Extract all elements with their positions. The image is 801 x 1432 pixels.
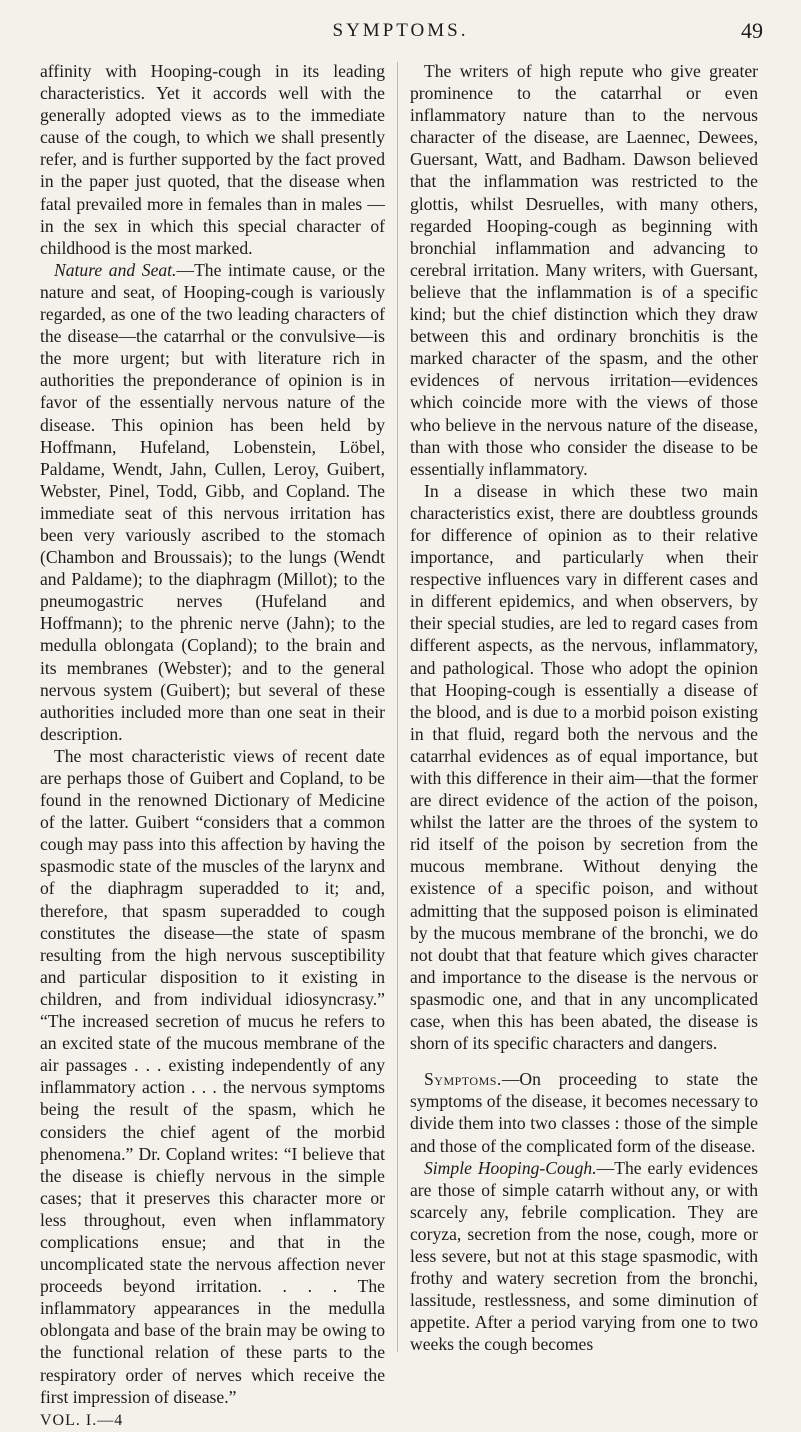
paragraph <box>410 1157 758 1356</box>
right-column <box>410 60 758 1355</box>
paragraph: The writers of high repute who give greater prominence to the catarrhal or even inflammatory nature than to the nervous character of the disease, are Laennec, Dewees, Guersant, Watt, and Badham. Dawson believed that the inflammation was restricted to the glottis, whilst Desruelles, with many others, regarded Hooping-cough as beginning with bronchial inflammation and advancing to cerebral irritation. Many writers, with Guersant, believe that the inflammation is of a specific kind; but the chief distinction which they draw between this and ordinary bronchitis is the marked character of the spasm, and the other evidences of nervous irritation—evidences which coincide more with the views of those who believe in the nervous nature of the disease, than with those who consider the disease to be essentially inflammatory. <box>410 61 758 479</box>
paragraph-text: —The intimate cause, or the nature and seat, of Hooping-cough is variously regarded, as one of the two leading characters of the disease—the catarrhal or the convulsive—is the more urgent; but with literature rich in authorities the preponderance of opinion is in favor of the essentially nervous nature of the disease. This opinion has been held by Hoffmann, Hufeland, Lobenstein, Löbel, Paldame, Wendt, Jahn, Cullen, Leroy, Guibert, Webster, Pinel, Todd, Gibb, and Copland. The immediate seat of this nervous irritation has been very variously ascribed to the stomach (Chambon and Broussais); to the lungs (Wendt and Paldame); to the diaphragm (Millot); to the pneumogastric nerves (Hufeland and Hoffmann); to the phrenic nerve (Jahn); to the medulla oblongata (Copland); to the brain and its membranes (Webster); and to the general nervous system (Guibert); but several of these authorities included more than one seat in their description. <box>40 259 385 744</box>
signature-mark: VOL. I.—4 <box>40 1411 124 1429</box>
column-divider <box>397 62 398 1352</box>
paragraph: affinity with Hooping-cough in its leading characteristics. Yet it accords well with the generally adopted views as to the immediate cause of the cough, to which we shall presently refer, and is further supported by the fact proved in the paper just quoted, that the disease when fatal prevailed more in females than in males —in the sex in which this special character of childhood is the most marked. <box>40 61 385 258</box>
paragraph: The most characteristic views of recent date are perhaps those of Guibert and Copland, to be found in the renowned Dictionary of Medicine of the latter. Guibert “considers that a common cough may pass into this affection by having the spasmodic state of the muscles of the larynx and of the diaphragm superadded to it; and, therefore, that spasm superadded to cough constitutes the disease—the state of spasm resulting from the high nervous susceptibility and particular disposition to it existing in children, and from individual idiosyncrasy.” “The increased secretion of mucus he refers to an excited state of the mucous membrane of the air passages . . . existing independently of any inflammatory action . . . the nervous symptoms being the result of the spasm, which he considers the chief agent of the morbid phenomena.” Dr. Copland writes: “I believe that the disease is chiefly nervous in the simple cases; that it preserves this character more or less throughout, even when inflammatory complications ensue; and that in the uncomplicated state the nervous affection never proceeds beyond irritation. . . . The inflammatory appearances in the medulla oblongata and base of the brain may be owing to the functional relation of these parts to the respiratory order of nerves which receive the first impression of disease.” <box>40 745 385 1407</box>
paragraph <box>40 259 385 745</box>
page-number: 49 <box>741 18 763 43</box>
paragraph <box>410 1068 758 1156</box>
paragraph-text: —The early evidences are those of simple catarrh without any, or with scarcely any, febrile complication. They are coryza, secretion from the nose, cough, more or less severe, but not at this stage spasmodic, with frothy and watery secretion from the bronchi, lassitude, restlessness, and some diminution of appetite. After a period varying from one to two weeks the cough becomes <box>410 1157 758 1355</box>
section-heading: Nature and Seat. <box>54 259 177 280</box>
section-heading: Symptoms. <box>424 1069 502 1090</box>
subsection-heading: Simple Hooping-Cough. <box>424 1157 597 1178</box>
page-header <box>0 18 801 48</box>
running-head: SYMPTOMS. <box>332 20 469 41</box>
left-column <box>40 60 385 1429</box>
paragraph-text: —On proceeding to state the symptoms of the disease, it becomes necessary to divide them into two classes : those of the simple and those of the complicated form of the disease. <box>410 1069 758 1156</box>
paragraph: In a disease in which these two main characteristics exist, there are doubtless grounds for difference of opinion as to their relative importance, and particularly when their respective influences vary in different cases and in different epidemics, and when observers, by their special studies, are led to regard cases from different aspects, as the nervous, inflammatory, and pathological. Those who adopt the opinion that Hooping-cough is essentially a disease of the blood, and is due to a morbid poison existing in that fluid, regard both the nervous and the catarrhal evidences as of equal importance, but with this difference in their aim—that the former are direct evidence of the action of the poison, whilst the latter are the throes of the system to rid itself of the poison by secretion from the mucous membrane. Without denying the existence of a specific poison, and without admitting that the supposed poison is eliminated by the mucous membrane of the bronchi, we do not doubt that that feature which gives character and importance to the disease is the nervous or spasmodic one, and that in any uncomplicated case, when this has been abated, the disease is shorn of its specific characters and dangers. <box>410 480 758 1054</box>
